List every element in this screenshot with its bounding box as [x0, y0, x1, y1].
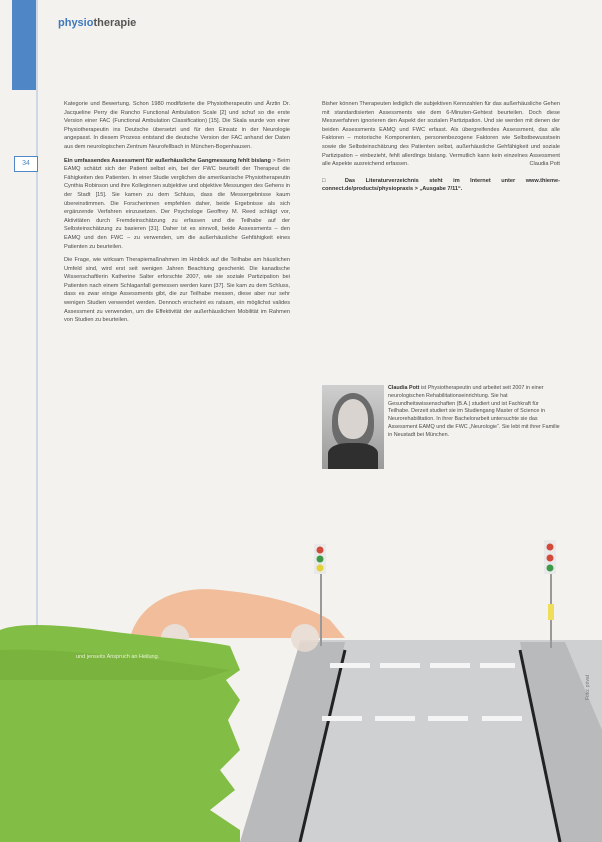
street-illustration — [0, 530, 602, 842]
author-body — [328, 443, 378, 469]
paragraph — [322, 100, 560, 169]
paragraph-text: Bisher können Therapeuten lediglich die subjektiven Kennzahlen für das außerhäusliche Gehen mit standardisierten Assessments wie dem 6-Minuten-Gehtest beurteilen. Doch diese Messverfahren ignorieren den Aspekt der sozialen Partizipation. Und sie werden mit denen der beiden Assessments EAMQ und FWC erfasst. Als übergreifendes Assessment, das alle Faktoren – motorische Komponenten, personenbezogene Faktoren wie Selbstbewusstsein sowie die Selbsteinschätzung des Patienten selbst, außerhäusliche Gehfähigkeit und soziale Partizipation – einbezieht, fehlt allerdings bislang. Vermutlich kann kein einzelnes Assessment alle Aspekte ausreichend erfassen. — [322, 101, 560, 168]
literature-note-text: Das Literaturverzeichnis steht im Internet unter www.thieme-connect.de/products/physiopraxis > „Ausgabe 7/11“. — [322, 177, 560, 193]
subheading: Ein umfassendes Assessment für außerhäusliche Gangmessung fehlt bislang — [64, 157, 271, 164]
author-signature: Claudia Pott — [529, 161, 560, 168]
author-name: Claudia Pott — [388, 385, 420, 391]
column-left — [64, 100, 290, 330]
section-title — [58, 17, 136, 29]
author-bio-text: ist Physiotherapeutin und arbeitet seit 2007 in einer neurologischen Rehabilitationseinrichtung. Sie hat Gesundheitswissenschaften (B.A.) studiert und ist Fachkraft für Teilhabe. Derzeit studiert sie im Studiengang Master of Science in Neurorehabilitation. In ihrer Bachelorarbeit untersuchte sie das Assessment EAMQ und die FWC „Neurologie“. Sie lebt mit ihrer Familie in Neustadt bei München. — [388, 385, 560, 438]
section-title-part-b: therapie — [93, 17, 137, 29]
blue-margin-bar — [12, 0, 36, 90]
literature-note — [322, 177, 560, 194]
page-number: 34 — [14, 156, 38, 172]
side-credit: Foto: privat — [585, 674, 591, 700]
paragraph: Kategorie und Bewertung. Schon 1980 modifizierte die Physiotherapeutin und Ärztin Dr. Jacqueline Perry die Rancho Functional Ambulation Scale [2] und schuf so die erste Version einer FAC (Functional Ambulation Classification) [15]. Die Skala wurde von einer Physiotherapeutin ins Deutsche übersetzt und für den Einsatz in der Neurologie angepasst. In diesem Prozess entstand die deutsche Version der FAC anhand der Daten aus dem neurologischen Zentrum Neurofellbach in München-Bogenhausen. — [64, 101, 290, 150]
author-bio — [388, 385, 560, 440]
column-right — [322, 100, 560, 199]
traffic-light-right — [544, 540, 556, 648]
illustration-caption: und jenseits Anspruch an Heilung. — [76, 654, 160, 660]
paragraph: Die Frage, wie wirksam Therapiemaßnahmen im Hinblick auf die Teilhabe am häuslichen Umfeld sind, wird erst seit wenigen Jahren Beachtung geschenkt. Die kanadische Wissenschaftlerin Katherine Salter erforschte 2007, wie sie soziale Partizipation bei Patienten nach einem Schlaganfall gemessen werden kann [37]. Sie kam zu dem Schluss, dass es zwar einige Assessments gibt, die zur Teilhabe messen, diese aber nur sehr wenigen Studien verwendet werden. Dennoch erscheint es ratsam, ein möglichst valides Assessment zu verwenden, um die Effektivität der außerhäuslichen Mobilität im Rahmen von Studien zu beurteilen. — [64, 257, 290, 324]
author-face — [338, 399, 368, 439]
document-icon: □ — [322, 177, 345, 184]
author-photo — [322, 385, 384, 469]
paragraph — [64, 157, 290, 252]
paragraph-text: > Beim EAMQ schätzt sich der Patient selbst ein, bei der FWC beurteilt der Therapeut die Fähigkeiten des Patienten. In einer Studie verglichen die amerikanische Physiotherapeutin Cynthia Robinson und ihre Kolleginnen subjektive und objektive Messungen des Gehens in der Stadt [15]. Sie kamen zu dem Schluss, dass die Messergebnisse kaum übereinstimmen. Die Forscherinnen empfehlen daher, beide Ergebnisse als sich ergänzende Verfahren einzusetzen. Der Psychologe Geoffrey M. Reed schlägt vor, Aktivitäten durch Fremdeinschätzung zu erfassen und die Teilhabe auf der Selbsteinschätzung zu basieren [31]. Daher ist es sinnvoll, beide Assessments – den EAMQ und den FWC – zu verwenden, um die außerhäusliche Gehfähigkeit eines Patienten zu beurteilen. — [64, 157, 290, 250]
section-title-part-a: physio — [58, 17, 94, 29]
